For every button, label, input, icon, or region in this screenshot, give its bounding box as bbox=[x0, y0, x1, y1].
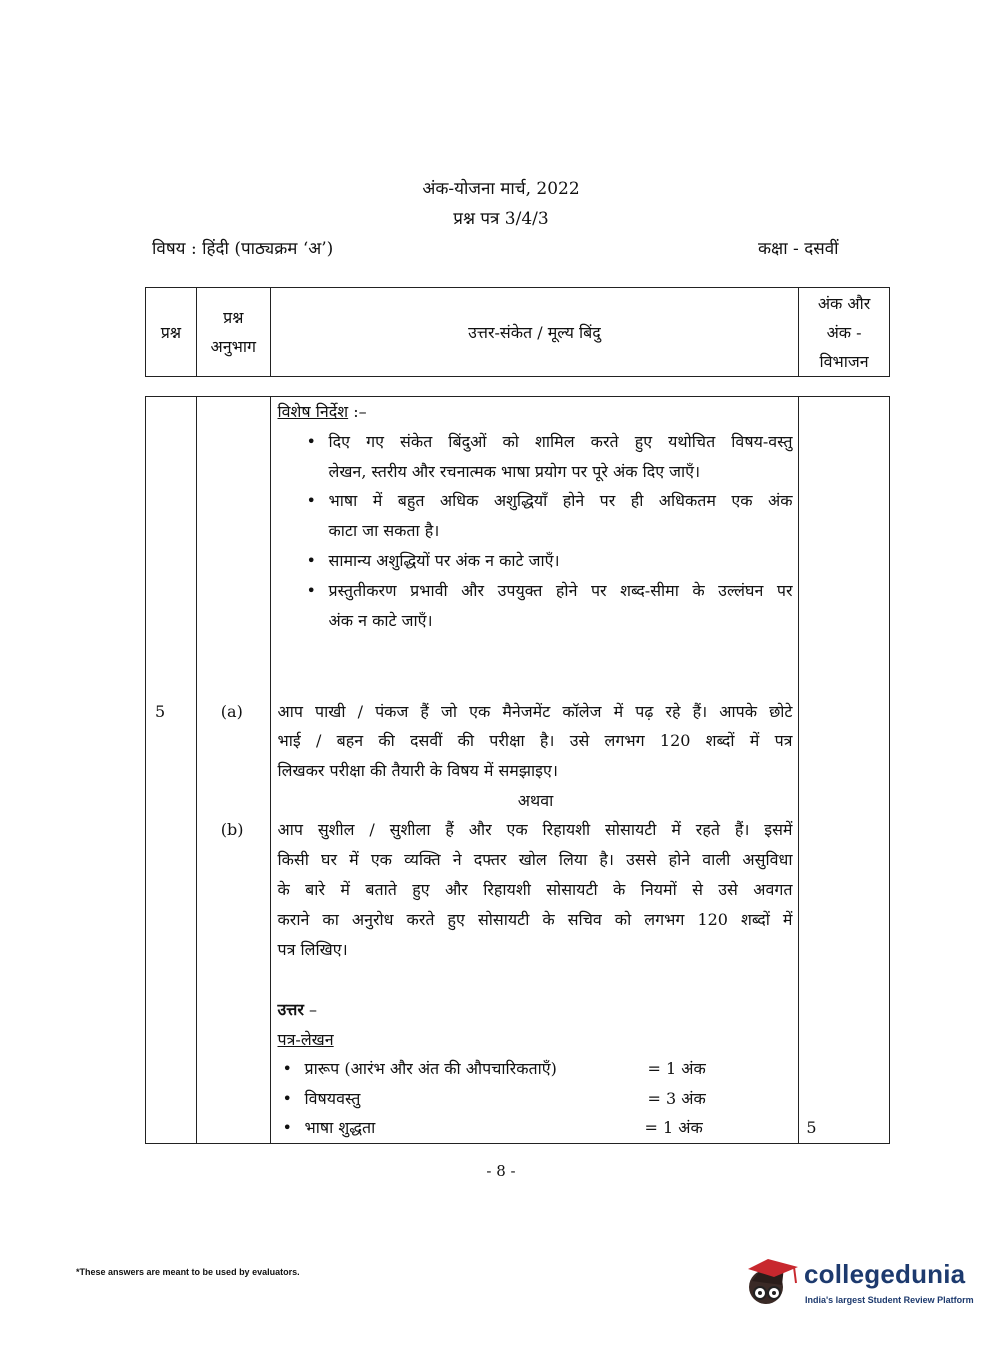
instruction-2-line2: काटा जा सकता है। bbox=[328, 521, 440, 540]
header-marks-line2: अंक - bbox=[826, 322, 862, 342]
answer-suffix: – bbox=[303, 1000, 317, 1019]
special-instruction-heading bbox=[278, 397, 367, 427]
marking-scheme-header-table bbox=[145, 287, 890, 377]
answer-heading bbox=[278, 995, 317, 1025]
evaluator-note: *These answers are meant to be used by evaluators. bbox=[76, 1267, 300, 1277]
header-question: प्रश्न bbox=[146, 288, 197, 377]
document-title: अंक-योजना मार्च, 2022 bbox=[422, 179, 580, 199]
question-b-line5: पत्र लिखिए। bbox=[277, 940, 348, 959]
answer-label: उत्तर bbox=[277, 1000, 304, 1019]
question-a-line1: आप पाखी / पंकज हैं जो एक मैनेजमेंट कॉलेज में पढ़ रहे हैं। आपके छोटे bbox=[277, 702, 793, 721]
breakdown-item-1: • प्रारूप (आरंभ और अंत की औपचारिकताएँ) bbox=[305, 1054, 557, 1084]
breakdown-marks-3: = 1 अंक bbox=[644, 1118, 703, 1137]
question-a-line2: भाई / बहन की दसवीं की परीक्षा है। उसे लगभग 120 शब्दों में पत्र bbox=[277, 731, 793, 750]
marking-scheme-body-table bbox=[145, 396, 890, 1144]
question-number: 5 bbox=[155, 702, 166, 721]
answer-type: पत्र-लेखन bbox=[277, 1030, 334, 1049]
question-b-line3: के बारे में बताते हुए और रिहायशी सोसायटी के नियमों से उसे अवगत bbox=[277, 880, 793, 899]
instruction-2-line1: • भाषा में बहुत अधिक अशुद्धियाँ होने पर ही अधिकतम एक अंक bbox=[329, 486, 793, 516]
header-marks bbox=[799, 288, 890, 377]
section-cell bbox=[196, 397, 270, 1144]
header-marks-line3: विभाजन bbox=[819, 351, 869, 371]
instruction-1-line2: लेखन, स्तरीय और रचनात्मक भाषा प्रयोग पर पूरे अंक दिए जाएँ। bbox=[328, 462, 701, 481]
question-b-line1: आप सुशील / सुशीला हैं और एक रिहायशी सोसायटी में रहते हैं। इसमें bbox=[277, 820, 793, 839]
logo-tagline: India's largest Student Review Platform bbox=[805, 1295, 974, 1305]
header-section-line1: प्रश्न bbox=[223, 308, 244, 327]
header-section bbox=[196, 288, 270, 377]
subject-label: विषय : हिंदी (पाठ्यक्रम ‘अ’) bbox=[152, 239, 334, 259]
breakdown-marks-2: = 3 अंक bbox=[647, 1089, 706, 1108]
logo-wordmark: collegedunia bbox=[804, 1259, 966, 1289]
special-instruction-text: विशेष निर्देश bbox=[277, 402, 349, 421]
instruction-3-line1: • सामान्य अशुद्धियों पर अंक न काटे जाएँ। bbox=[329, 546, 560, 576]
paper-code: प्रश्न पत्र 3/4/3 bbox=[453, 209, 549, 229]
special-instruction-suffix: :– bbox=[348, 402, 367, 421]
class-label: कक्षा - दसवीं bbox=[758, 239, 839, 259]
instruction-4-line2: अंक न काटे जाएँ। bbox=[328, 611, 433, 630]
marks-cell bbox=[799, 397, 890, 1144]
instruction-1-line1: • दिए गए संकेत बिंदुओं को शामिल करते हुए यथोचित विषय-वस्तु bbox=[329, 427, 793, 457]
question-number-cell bbox=[146, 397, 197, 1144]
total-marks: 5 bbox=[806, 1118, 817, 1137]
collegedunia-logo bbox=[744, 1255, 974, 1315]
question-b-line4: कराने का अनुरोध करते हुए सोसायटी के सचिव को लगभग 120 शब्दों में bbox=[277, 910, 793, 929]
header-answer-points: उत्तर-संकेत / मूल्य बिंदु bbox=[270, 288, 798, 377]
header-section-line2: अनुभाग bbox=[210, 337, 257, 356]
breakdown-item-2: • विषयवस्तु bbox=[305, 1084, 361, 1114]
header-marks-line1: अंक और bbox=[817, 293, 871, 313]
instruction-4-line1: • प्रस्तुतीकरण प्रभावी और उपयुक्त होने पर शब्द-सीमा के उल्लंघन पर bbox=[329, 576, 793, 606]
question-b-line2: किसी घर में एक व्यक्ति ने दफ्तर खोल लिया है। उससे होने वाली असुविधा bbox=[277, 850, 793, 869]
breakdown-item-3: • भाषा शुद्धता bbox=[305, 1113, 376, 1143]
part-b-label: (b) bbox=[220, 820, 244, 839]
page-number: - 8 - bbox=[486, 1162, 516, 1180]
breakdown-marks-1: = 1 अंक bbox=[647, 1059, 706, 1078]
answer-cell bbox=[270, 397, 799, 1144]
or-label: अथवा bbox=[517, 791, 554, 810]
question-a-line3: लिखकर परीक्षा की तैयारी के विषय में समझाइए। bbox=[277, 761, 558, 780]
mascot-icon bbox=[744, 1255, 802, 1315]
part-a-label: (a) bbox=[220, 702, 243, 721]
